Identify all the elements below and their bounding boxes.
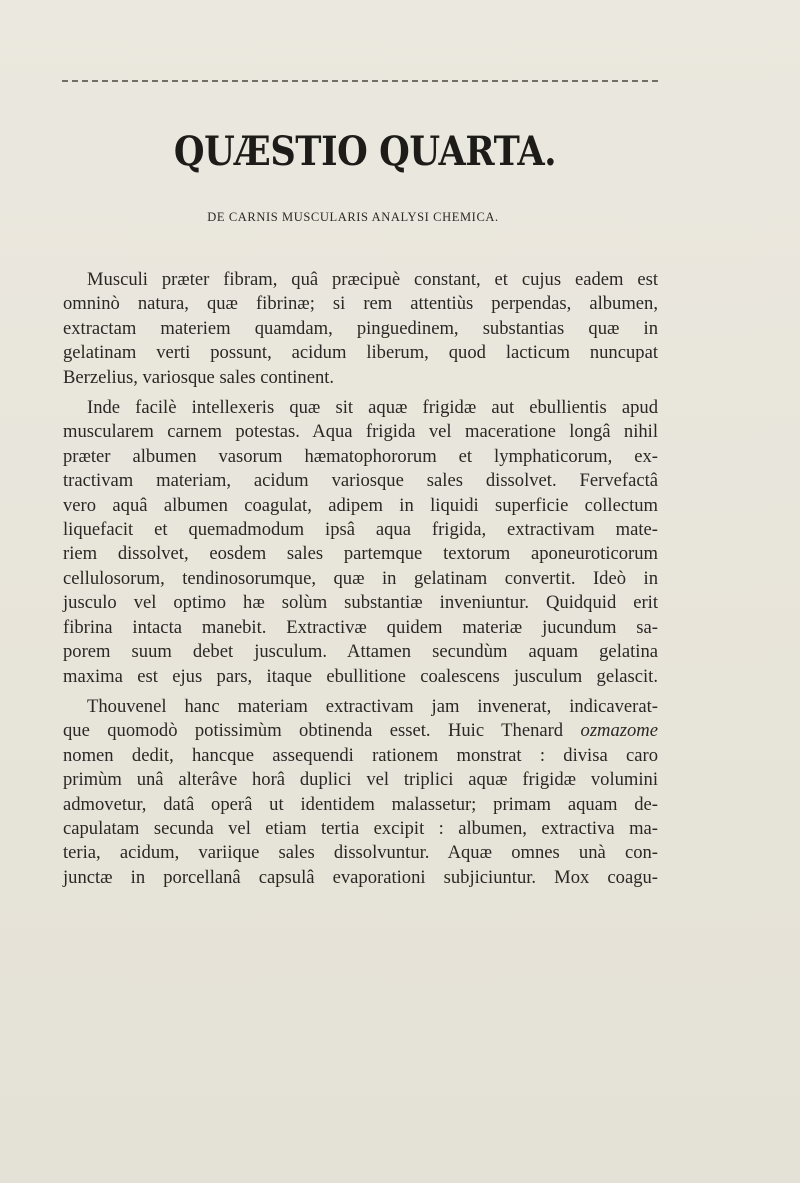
- text-line: jusculo vel optimo hæ solùm substantiæ inveniuntur. Quidquid erit: [63, 592, 658, 614]
- text-line: cellulosorum, tendinosorumque, quæ in gelatinam convertit. Ideò in: [63, 567, 658, 589]
- text-line: liquefacit et quemadmodum ipsâ aqua frigida, extractivam mate-: [63, 519, 658, 541]
- text-line: junctæ in porcellanâ capsulâ evaporationi subjiciuntur. Mox coagu-: [63, 866, 658, 888]
- text-line: que quomodò potissimùm obtinenda esset. Huic Thenard ozmazome: [63, 720, 658, 742]
- paragraph-1: [63, 268, 658, 390]
- text-line: Musculi præter fibram, quâ præcipuè constant, et cujus eadem est: [87, 269, 658, 290]
- text-line: omninò natura, quæ fibrinæ; si rem attentiùs perpendas, albumen,: [63, 293, 658, 315]
- page-subtitle: DE CARNIS MUSCULARIS ANALYSI CHEMICA.: [207, 210, 499, 224]
- text-line: admovetur, datâ operâ ut identidem malassetur; primam aquam de-: [63, 793, 658, 815]
- text-line: capulatam secunda vel etiam tertia excipit : albumen, extractiva ma-: [63, 817, 658, 839]
- paragraph-3: [63, 695, 658, 890]
- text-line: Berzelius, variosque sales continent.: [63, 366, 335, 388]
- text-line: extractam materiem quamdam, pinguedinem, substantias quæ in: [63, 317, 658, 339]
- text-line: gelatinam verti possunt, acidum liberum, quod lacticum nuncupat: [63, 342, 658, 364]
- text-line: præter albumen vasorum hæmatophororum et lymphaticorum, ex-: [63, 445, 658, 467]
- text-line: porem suum debet jusculum. Attamen secundùm aquam gelatina: [63, 641, 658, 663]
- text-line: primùm unâ alterâve horâ duplici vel triplici aquæ frigidæ volumini: [63, 769, 658, 791]
- header-rule: [62, 80, 658, 88]
- text-line: teria, acidum, variique sales dissolvuntur. Aquæ omnes unà con-: [63, 842, 658, 864]
- text-line: maxima est ejus pars, itaque ebullitione coalescens jusculum gelascit.: [63, 665, 658, 687]
- text-line: muscularem carnem potestas. Aqua frigida vel maceratione longâ nihil: [63, 421, 658, 443]
- text-line: tractivam materiam, acidum variosque sales dissolvet. Fervefactâ: [63, 470, 658, 492]
- paragraph-2: [63, 396, 658, 689]
- text-line: vero aquâ albumen coagulat, adipem in liquidi superficie collectum: [63, 494, 658, 516]
- text-line: riem dissolvet, eosdem sales partemque textorum aponeuroticorum: [63, 543, 658, 565]
- text-line: nomen dedit, hancque assequendi rationem monstrat : divisa caro: [63, 744, 658, 766]
- text-line: Thouvenel hanc materiam extractivam jam invenerat, indicaverat-: [87, 695, 658, 717]
- text-line: Inde facilè intellexeris quæ sit aquæ frigidæ aut ebullientis apud: [87, 397, 658, 419]
- body-text: [63, 268, 658, 890]
- page-title: QUÆSTIO QUARTA.: [173, 128, 557, 175]
- text-line: fibrina intacta manebit. Extractivæ quidem materiæ jucundum sa-: [63, 616, 658, 638]
